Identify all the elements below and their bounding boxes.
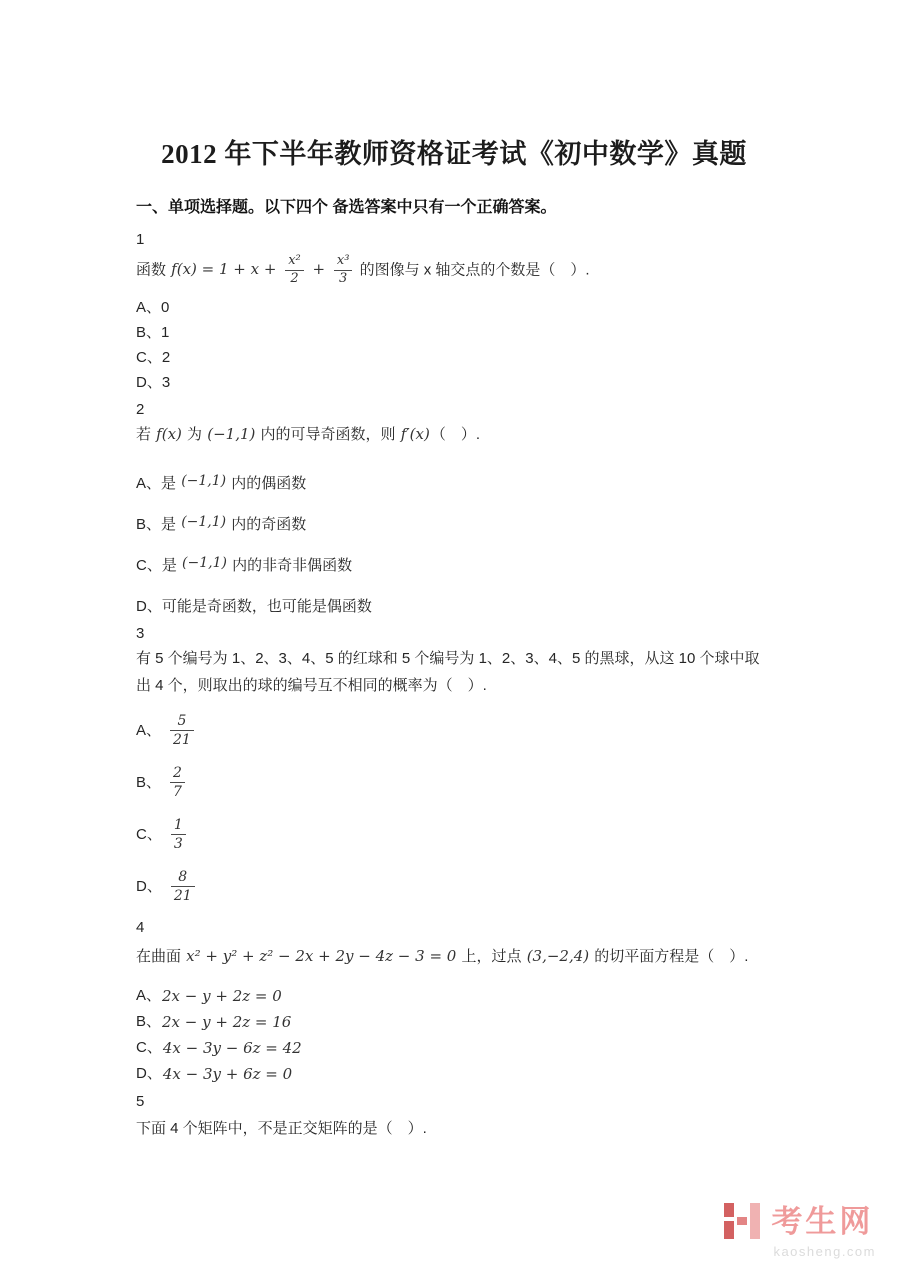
text-segment: 1: [161, 323, 170, 341]
question-3: [136, 623, 772, 909]
option-body: [162, 1036, 303, 1061]
document-page: [136, 132, 772, 1146]
option-label: D、: [136, 597, 162, 615]
text-segment: 在曲面: [136, 947, 186, 965]
option-row: [136, 761, 772, 805]
option-label: B、: [136, 515, 162, 533]
options-list: [136, 984, 772, 1087]
option-row: [136, 1010, 772, 1035]
fraction: $\frac{\text{x³}}{3}$: [334, 254, 353, 287]
text-segment: 有 5 个编号为 1、2、3、4、5 的红球和 5 个编号为 1、2、3、4、5 的黑球，从这 10 个球中取出 4 个，则取出的球的编号互不相同的概率为（ ）.: [136, 649, 760, 694]
option-label: C、: [136, 556, 162, 574]
question-number: 1: [136, 231, 145, 248]
fraction: $\frac{5}{21}$: [170, 713, 194, 748]
question-number: 3: [136, 624, 145, 642]
option-body: [162, 371, 170, 395]
watermark-row: [721, 1200, 876, 1242]
option-label: C、: [136, 348, 162, 366]
section-heading: 一、单项选择题。以下四个 备选答案中只有一个正确答案。: [136, 199, 557, 216]
question-1: [136, 229, 772, 395]
option-body: [161, 472, 306, 496]
text-segment: 可能是奇函数，也可能是偶函数: [161, 597, 372, 615]
text-segment: 内的非奇非偶函数: [227, 556, 353, 574]
math-segment: f′(x): [400, 424, 430, 443]
text-segment: 是: [161, 515, 181, 533]
text-segment: 上，过点: [457, 947, 526, 965]
watermark-site-url: kaosheng.com: [773, 1244, 876, 1259]
option-row: [136, 1062, 772, 1087]
question-2: [136, 399, 772, 619]
option-body: [161, 321, 169, 345]
text-segment: 下面 4 个矩阵中，不是正交矩阵的是（ ）.: [136, 1119, 427, 1137]
option-row: [136, 813, 772, 857]
option-label: C、: [136, 825, 162, 843]
math-segment: 4x − 3y − 6z = 42: [162, 1038, 302, 1057]
question-stem: [136, 254, 772, 287]
question-5: [136, 1091, 772, 1142]
math-segment: (−1,1): [181, 513, 227, 530]
math-segment: +: [307, 260, 330, 279]
option-body: [167, 713, 197, 748]
question-stem: [136, 421, 772, 448]
option-label: D、: [136, 1065, 162, 1083]
option-body: [167, 765, 188, 800]
question-stem: [136, 1115, 772, 1142]
math-segment: (−1,1): [181, 472, 227, 489]
option-row: [136, 595, 772, 619]
option-label: D、: [136, 877, 162, 895]
option-row: [136, 296, 772, 320]
text-segment: 3: [161, 373, 171, 391]
option-row: [136, 346, 772, 370]
question-stem: [136, 943, 772, 970]
text-segment: 是: [161, 474, 181, 492]
math-segment: f(x) = 1 + x +: [171, 260, 282, 279]
text-segment: 为: [182, 425, 207, 443]
option-label: A、: [136, 987, 162, 1005]
option-row: [136, 321, 772, 345]
options-list: [136, 296, 772, 395]
math-segment: 2x − y + 2z = 16: [162, 1012, 292, 1031]
fraction: $\frac{2}{7}$: [170, 765, 185, 800]
option-body: [161, 984, 283, 1009]
option-body: [162, 554, 352, 578]
option-row: [136, 513, 772, 537]
options-list: [136, 472, 772, 619]
option-body: [161, 1010, 292, 1035]
text-segment: 是: [161, 556, 182, 574]
option-label: A、: [136, 721, 162, 739]
option-label: A、: [136, 298, 162, 316]
question-number: 5: [136, 1092, 145, 1110]
option-row: [136, 554, 772, 578]
fraction: $\frac{\text{x²}}{2}$: [285, 254, 304, 287]
option-label: B、: [136, 773, 162, 791]
math-segment: (−1,1): [182, 554, 227, 571]
math-segment: 4x − 3y + 6z = 0: [162, 1064, 293, 1083]
option-body: [162, 346, 170, 370]
option-label: A、: [136, 474, 162, 492]
option-label: B、: [136, 1013, 162, 1031]
text-segment: 函数: [136, 261, 171, 279]
option-row: [136, 984, 772, 1009]
text-segment: 内的奇函数: [227, 515, 307, 533]
option-body: [162, 595, 372, 619]
option-label: D、: [136, 373, 162, 391]
text-segment: 的图像与 x 轴交点的个数是（ ）.: [355, 261, 590, 279]
math-segment: f(x): [156, 424, 182, 443]
option-body: [161, 296, 169, 320]
option-row: [136, 709, 772, 753]
option-body: [168, 817, 189, 852]
option-body: [162, 1062, 293, 1087]
text-segment: 内的偶函数: [227, 474, 307, 492]
option-body: [168, 869, 198, 904]
option-row: [136, 865, 772, 909]
options-list: [136, 709, 772, 909]
question-4: [136, 917, 772, 1087]
question-number: 4: [136, 918, 145, 936]
option-body: [161, 513, 306, 537]
fraction: $\frac{8}{21}$: [171, 869, 195, 904]
math-segment: (−1,1): [207, 424, 256, 443]
text-segment: 的切平面方程是（ ）.: [590, 947, 749, 965]
option-row: [136, 1036, 772, 1061]
option-row: [136, 472, 772, 496]
text-segment: 0: [161, 298, 170, 316]
option-label: C、: [136, 1039, 162, 1057]
watermark-site-name: 考生网: [771, 1203, 874, 1239]
question-number: 2: [136, 400, 145, 418]
math-segment: x² + y² + z² − 2x + 2y − 4z − 3 = 0: [186, 946, 457, 965]
text-segment: （ ）.: [430, 425, 481, 443]
kaosheng-logo-icon: [721, 1200, 763, 1242]
text-segment: 内的可导奇函数，则: [256, 425, 400, 443]
option-row: [136, 371, 772, 395]
fraction: $\frac{1}{3}$: [171, 817, 186, 852]
text-segment: 若: [136, 425, 156, 443]
math-segment: 2x − y + 2z = 0: [162, 986, 282, 1005]
question-stem: [136, 645, 772, 699]
math-segment: (3,−2,4): [526, 946, 590, 965]
watermark: [721, 1200, 876, 1259]
document-title: 2012 年下半年教师资格证考试《初中数学》真题: [161, 139, 747, 169]
text-segment: 2: [161, 348, 171, 366]
option-label: B、: [136, 323, 162, 341]
